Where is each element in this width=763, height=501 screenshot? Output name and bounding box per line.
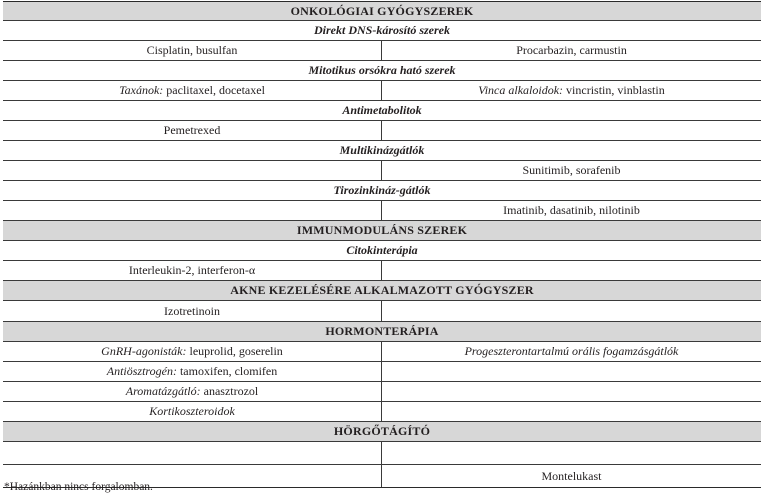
subsection-header-text: Multikinázgátlók bbox=[339, 143, 425, 157]
table-cell-left bbox=[3, 342, 381, 361]
column-divider bbox=[381, 301, 382, 321]
drug-table bbox=[3, 1, 761, 488]
subsection-header bbox=[3, 101, 761, 121]
section-header-text: AKNE KEZELÉSÉRE ALKALMAZOTT GYÓGYSZER bbox=[230, 283, 534, 297]
column-divider bbox=[381, 121, 382, 140]
section-header-text: ONKOLÓGIAI GYÓGYSZEREK bbox=[290, 4, 474, 18]
subsection-header-text: Mitotikus orsókra ható szerek bbox=[308, 63, 456, 77]
drug-names: paclitaxel, docetaxel bbox=[163, 83, 265, 97]
drug-class-label: GnRH-agonisták: bbox=[101, 344, 187, 358]
subsection-header-text: Direkt DNS-károsító szerek bbox=[313, 23, 450, 37]
table-cell-right bbox=[382, 261, 761, 280]
section-header bbox=[3, 322, 761, 342]
table-cell-right bbox=[382, 342, 761, 361]
table-cell-left bbox=[3, 81, 381, 100]
drug-class-label: Aromatázgátló: bbox=[125, 384, 201, 398]
table-cell-right bbox=[382, 161, 761, 180]
footnote: *Hazánkban nincs forgalomban. bbox=[4, 481, 153, 493]
subsection-header bbox=[3, 181, 761, 201]
table-row bbox=[3, 362, 761, 382]
table-row bbox=[3, 201, 761, 221]
section-header-text: HÖRGŐTÁGÍTÓ bbox=[333, 424, 431, 438]
column-divider bbox=[381, 442, 382, 464]
drug-names: Imatinib, dasatinib, nilotinib bbox=[503, 203, 640, 217]
table-cell-right bbox=[382, 41, 761, 60]
drug-names: Sunitimib, sorafenib bbox=[522, 163, 621, 177]
column-divider bbox=[381, 382, 382, 401]
drug-names: Pemetrexed bbox=[163, 123, 221, 137]
table-cell-right bbox=[382, 201, 761, 220]
table-cell-left bbox=[3, 362, 381, 381]
subsection-header-text: Antimetabolitok bbox=[342, 103, 422, 117]
section-header bbox=[3, 422, 761, 442]
table-cell-left bbox=[3, 402, 381, 421]
drug-class-label: Taxánok: bbox=[119, 83, 164, 97]
section-header bbox=[3, 1, 761, 21]
drug-names: Montelukast bbox=[541, 469, 602, 483]
table-row bbox=[3, 301, 761, 322]
column-divider bbox=[381, 465, 382, 487]
drug-class-label: Antiösztrogén: bbox=[106, 364, 177, 378]
table-row bbox=[3, 41, 761, 61]
drug-class-label: Kortikoszteroidok bbox=[149, 404, 235, 418]
table-row bbox=[3, 402, 761, 422]
section-header-text: HORMONTERÁPIA bbox=[325, 324, 439, 338]
column-divider bbox=[381, 362, 382, 381]
table-cell-left bbox=[3, 382, 381, 401]
table-cell-right bbox=[382, 121, 761, 140]
column-divider bbox=[381, 161, 382, 180]
drug-class-label: Vinca alkaloidok: bbox=[478, 83, 564, 97]
table-cell-left bbox=[3, 161, 381, 180]
table-row bbox=[3, 81, 761, 101]
column-divider bbox=[381, 402, 382, 421]
table-cell-right bbox=[382, 81, 761, 100]
drug-names: Izotretinoin bbox=[164, 304, 220, 318]
drug-names: tamoxifen, clomifen bbox=[176, 364, 278, 378]
subsection-header bbox=[3, 61, 761, 81]
table-cell-right bbox=[382, 402, 761, 421]
table-cell-right bbox=[382, 301, 761, 321]
table-row bbox=[3, 161, 761, 181]
column-divider bbox=[381, 261, 382, 280]
table-cell-left bbox=[3, 261, 381, 280]
drug-names: leuprolid, goserelin bbox=[186, 344, 283, 358]
table-row bbox=[3, 121, 761, 141]
section-header bbox=[3, 221, 761, 241]
drug-class-label: Progeszterontartalmú orális fogamzásgátlók bbox=[464, 344, 679, 358]
drug-names: Interleukin-2, interferon-α bbox=[128, 263, 256, 277]
table-cell-left bbox=[3, 41, 381, 60]
table-cell-right bbox=[382, 442, 761, 464]
drug-names: Cisplatin, busulfan bbox=[146, 43, 238, 57]
table-cell-left bbox=[3, 121, 381, 140]
table-row bbox=[3, 382, 761, 402]
subsection-header bbox=[3, 21, 761, 41]
section-header-text: IMMUNMODULÁNS SZEREK bbox=[296, 223, 468, 237]
table-cell-left bbox=[3, 201, 381, 220]
table-row bbox=[3, 342, 761, 362]
subsection-header-text: Citokinterápia bbox=[346, 243, 418, 257]
column-divider bbox=[381, 201, 382, 220]
table-row bbox=[3, 442, 761, 465]
table-cell-right bbox=[382, 465, 761, 487]
subsection-header bbox=[3, 241, 761, 261]
subsection-header bbox=[3, 141, 761, 161]
column-divider bbox=[381, 342, 382, 361]
table-cell-right bbox=[382, 382, 761, 401]
table-cell-left bbox=[3, 442, 381, 464]
drug-names: Procarbazin, carmustin bbox=[516, 43, 627, 57]
table-row bbox=[3, 261, 761, 281]
drug-names: anasztrozol bbox=[200, 384, 259, 398]
table-cell-left bbox=[3, 301, 381, 321]
column-divider bbox=[381, 41, 382, 60]
table-cell-right bbox=[382, 362, 761, 381]
subsection-header-text: Tirozinkináz-gátlók bbox=[333, 183, 431, 197]
drug-names: vincristin, vinblastin bbox=[563, 83, 665, 97]
section-header bbox=[3, 281, 761, 301]
column-divider bbox=[381, 81, 382, 100]
